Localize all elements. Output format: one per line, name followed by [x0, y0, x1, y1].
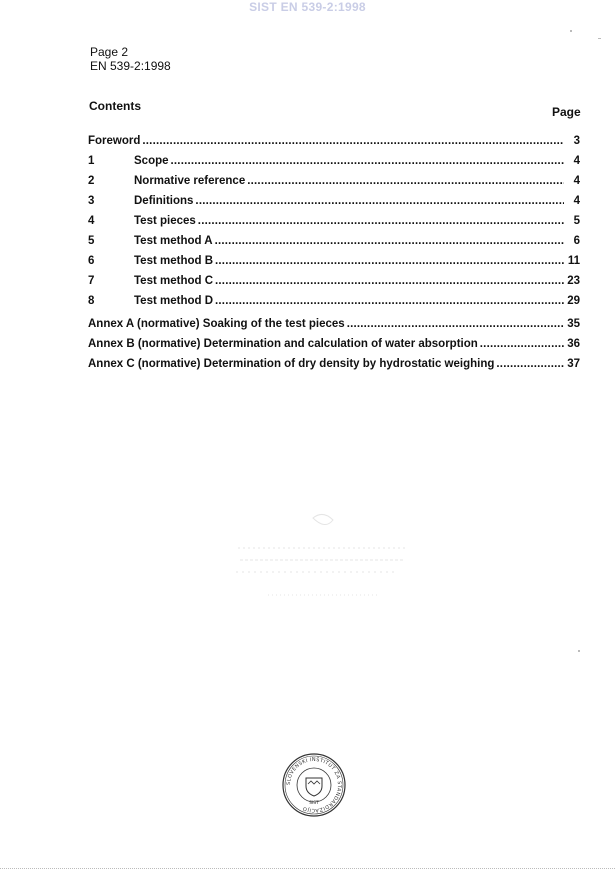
- toc-number: 6: [88, 255, 95, 267]
- toc-page: 3: [573, 135, 580, 147]
- toc-number: 8: [88, 295, 95, 307]
- seal-inner-text: SIST: [309, 801, 319, 806]
- toc-title: Annex B (normative) Determination and calculation of water absorption: [88, 338, 478, 350]
- dot-leader: [215, 234, 564, 247]
- toc-entry-definitions[interactable]: [88, 191, 580, 207]
- seal-stamp-icon: [281, 752, 347, 818]
- toc-page: 36: [567, 338, 580, 350]
- toc-page: 37: [567, 358, 580, 370]
- toc-page: 4: [573, 155, 580, 167]
- toc-entry-annex-b[interactable]: [88, 334, 580, 350]
- toc-entry-annex-a[interactable]: [88, 314, 580, 330]
- toc-number: 2: [88, 175, 95, 187]
- dot-leader: [215, 254, 564, 267]
- toc-entry-test-method-a[interactable]: [88, 231, 580, 247]
- contents-heading: Contents: [89, 99, 141, 113]
- page-number: Page 2: [90, 45, 129, 59]
- toc-title: Test method B: [134, 255, 214, 267]
- page-column-label: Page: [552, 105, 581, 119]
- dot-leader: [480, 337, 564, 350]
- toc-page: 29: [567, 295, 580, 307]
- toc-title: Test method D: [134, 295, 214, 307]
- toc-title: Annex C (normative) Determination of dry density by hydrostatic weighing: [88, 358, 495, 370]
- seal-ring-text: SLOVENSKI INŠTITUT ZA STANDARDIZACIJO: [285, 756, 343, 814]
- toc-title: Test method A: [134, 235, 213, 247]
- dot-leader: [142, 134, 564, 147]
- dot-leader: [215, 274, 564, 287]
- toc-title: Normative reference: [134, 175, 246, 187]
- toc-title: Test method C: [134, 275, 214, 287]
- dot-leader: [198, 214, 564, 227]
- standard-id: EN 539-2:1998: [90, 59, 171, 73]
- toc-entry-foreword[interactable]: [88, 131, 580, 147]
- toc-entry-normative-reference[interactable]: [88, 171, 580, 187]
- dot-leader: [215, 294, 564, 307]
- toc-entry-test-method-b[interactable]: [88, 251, 580, 267]
- toc-page: 4: [573, 175, 580, 187]
- scan-edge-line: [0, 868, 615, 870]
- toc-page: 23: [567, 275, 580, 287]
- toc-number: 7: [88, 275, 95, 287]
- toc-page: 5: [573, 215, 580, 227]
- toc-page: 11: [567, 255, 580, 267]
- toc-entry-scope[interactable]: [88, 151, 580, 167]
- toc-entry-test-pieces[interactable]: [88, 211, 580, 227]
- toc-entry-test-method-d[interactable]: [88, 291, 580, 307]
- dot-leader: [247, 174, 564, 187]
- toc-page: 4: [573, 195, 580, 207]
- toc-entry-annex-c[interactable]: [88, 354, 580, 370]
- toc-title: Test pieces: [134, 215, 196, 227]
- page-header: [90, 45, 171, 73]
- toc-number: 1: [88, 155, 95, 167]
- toc-title: Annex A (normative) Soaking of the test pieces: [88, 318, 345, 330]
- dot-leader: [171, 154, 564, 167]
- dot-leader: [496, 357, 564, 370]
- watermark: SIST EN 539-2:1998: [249, 0, 366, 14]
- scan-showthrough: [228, 510, 418, 615]
- toc-number: 3: [88, 195, 95, 207]
- toc-page: 6: [573, 235, 580, 247]
- toc-page: 35: [567, 318, 580, 330]
- toc-number: 5: [88, 235, 95, 247]
- dot-leader: [195, 194, 564, 207]
- toc-number: 4: [88, 215, 95, 227]
- dot-leader: [347, 317, 564, 330]
- toc-title: Definitions: [134, 195, 194, 207]
- scan-speck: [570, 30, 572, 32]
- toc-title: Foreword: [88, 135, 141, 147]
- scan-speck: [578, 650, 580, 652]
- scan-speck: [598, 38, 601, 39]
- toc-title: Scope: [134, 155, 169, 167]
- toc-entry-test-method-c[interactable]: [88, 271, 580, 287]
